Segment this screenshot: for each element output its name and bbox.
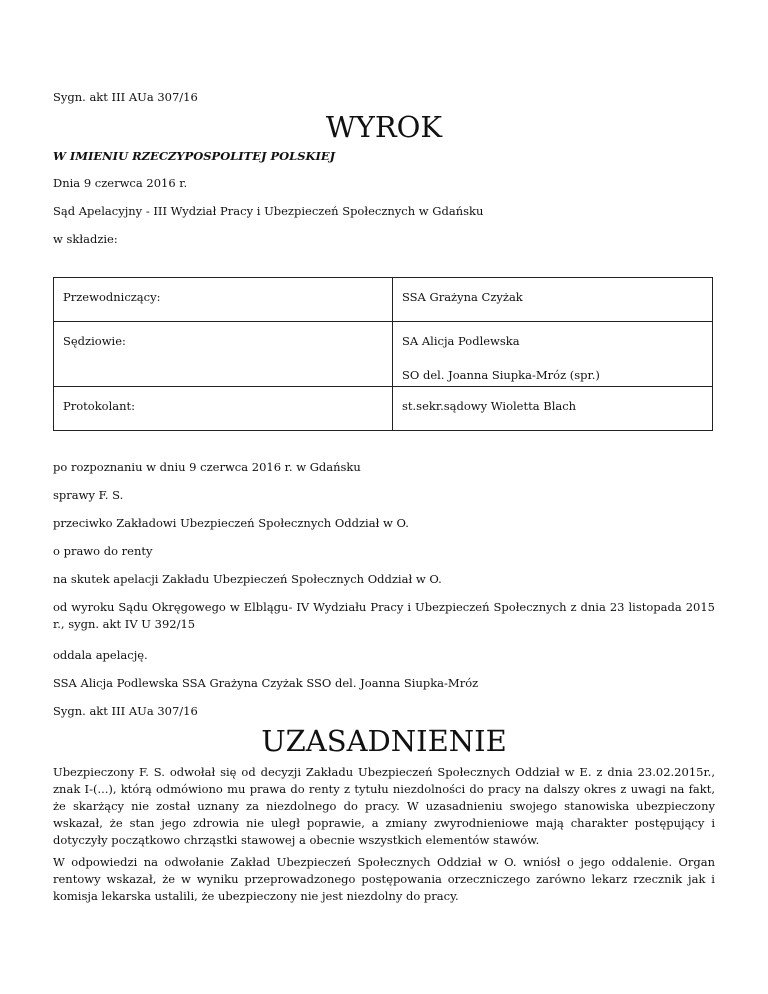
ruling-line: oddala apelację. — [53, 648, 148, 662]
document-subtitle: W IMIENIU RZECZYPOSPOLITEJ POLSKIEJ — [53, 149, 336, 163]
composition-value: st.sekr.sądowy Wioletta Blach — [393, 387, 713, 431]
justification-paragraph: W odpowiedzi na odwołanie Zakład Ubezpieczeń Społecznych Oddział w O. wniósł o jego oddalenie. Organ rentowy wskazał, że w wyniku przeprowadzonego postępowania orzeczniczego zarówno lekarz rzecznik jak i komisja lekarska ustalili, że ubezpieczony nie jest niezdolny do pracy. — [53, 855, 715, 903]
case-reference: Sygn. akt III AUa 307/16 — [53, 90, 198, 104]
composition-label: Protokolant: — [54, 387, 393, 431]
document-title: WYROK — [325, 110, 443, 144]
case-of-line: sprawy F. S. — [53, 488, 124, 502]
justification-case-reference: Sygn. akt III AUa 307/16 — [53, 704, 198, 718]
court-composition-table — [53, 277, 713, 431]
composition-label: Przewodniczący: — [54, 278, 393, 322]
composition-value: SA Alicja Podlewska SO del. Joanna Siupka-Mróz (spr.) — [393, 322, 713, 387]
composition-row-judges — [54, 322, 713, 387]
composition-intro: w składzie: — [53, 232, 118, 246]
against-line: przeciwko Zakładowi Ubezpieczeń Społecznych Oddział w O. — [53, 516, 409, 530]
judgment-date: Dnia 9 czerwca 2016 r. — [53, 176, 188, 190]
judgment-from-line: od wyroku Sądu Okręgowego w Elblągu- IV Wydziału Pracy i Ubezpieczeń Społecznych z dnia 23 listopada 2015 r., sygn. akt IV U 392/15 — [53, 600, 715, 631]
composition-label: Sędziowie: — [54, 322, 393, 387]
composition-value: SSA Grażyna Czyżak — [393, 278, 713, 322]
justification-title: UZASADNIENIE — [261, 724, 507, 758]
court-name: Sąd Apelacyjny - III Wydział Pracy i Ubezpieczeń Społecznych w Gdańsku — [53, 204, 484, 218]
signatures-line: SSA Alicja Podlewska SSA Grażyna Czyżak SSO del. Joanna Siupka-Mróz — [53, 676, 479, 690]
justification-paragraph: Ubezpieczony F. S. odwołał się od decyzji Zakładu Ubezpieczeń Społecznych Oddział w E. z dnia 23.02.2015r., znak I-(...), którą odmówiono mu prawa do renty z tytułu niezdolności do pracy na dalszy okres z uwagi na fakt, że skarżący nie został uznany za niezdolnego do pracy. W uzasadnieniu swojego stanowiska ubezpieczony wskazał, że stan jego zdrowia nie uległ poprawie, a zmiany zwyrodnieniowe mają charakter postępujący i dotyczyły początkowo chrząstki stawowej a obecnie wszystkich elementów stawów. — [53, 765, 715, 847]
subject-line: o prawo do renty — [53, 544, 153, 558]
composition-row-presiding — [54, 278, 713, 322]
hearing-line: po rozpoznaniu w dniu 9 czerwca 2016 r. w Gdańsku — [53, 460, 361, 474]
appeal-line: na skutek apelacji Zakładu Ubezpieczeń Społecznych Oddział w O. — [53, 572, 442, 586]
composition-row-clerk — [54, 387, 713, 431]
